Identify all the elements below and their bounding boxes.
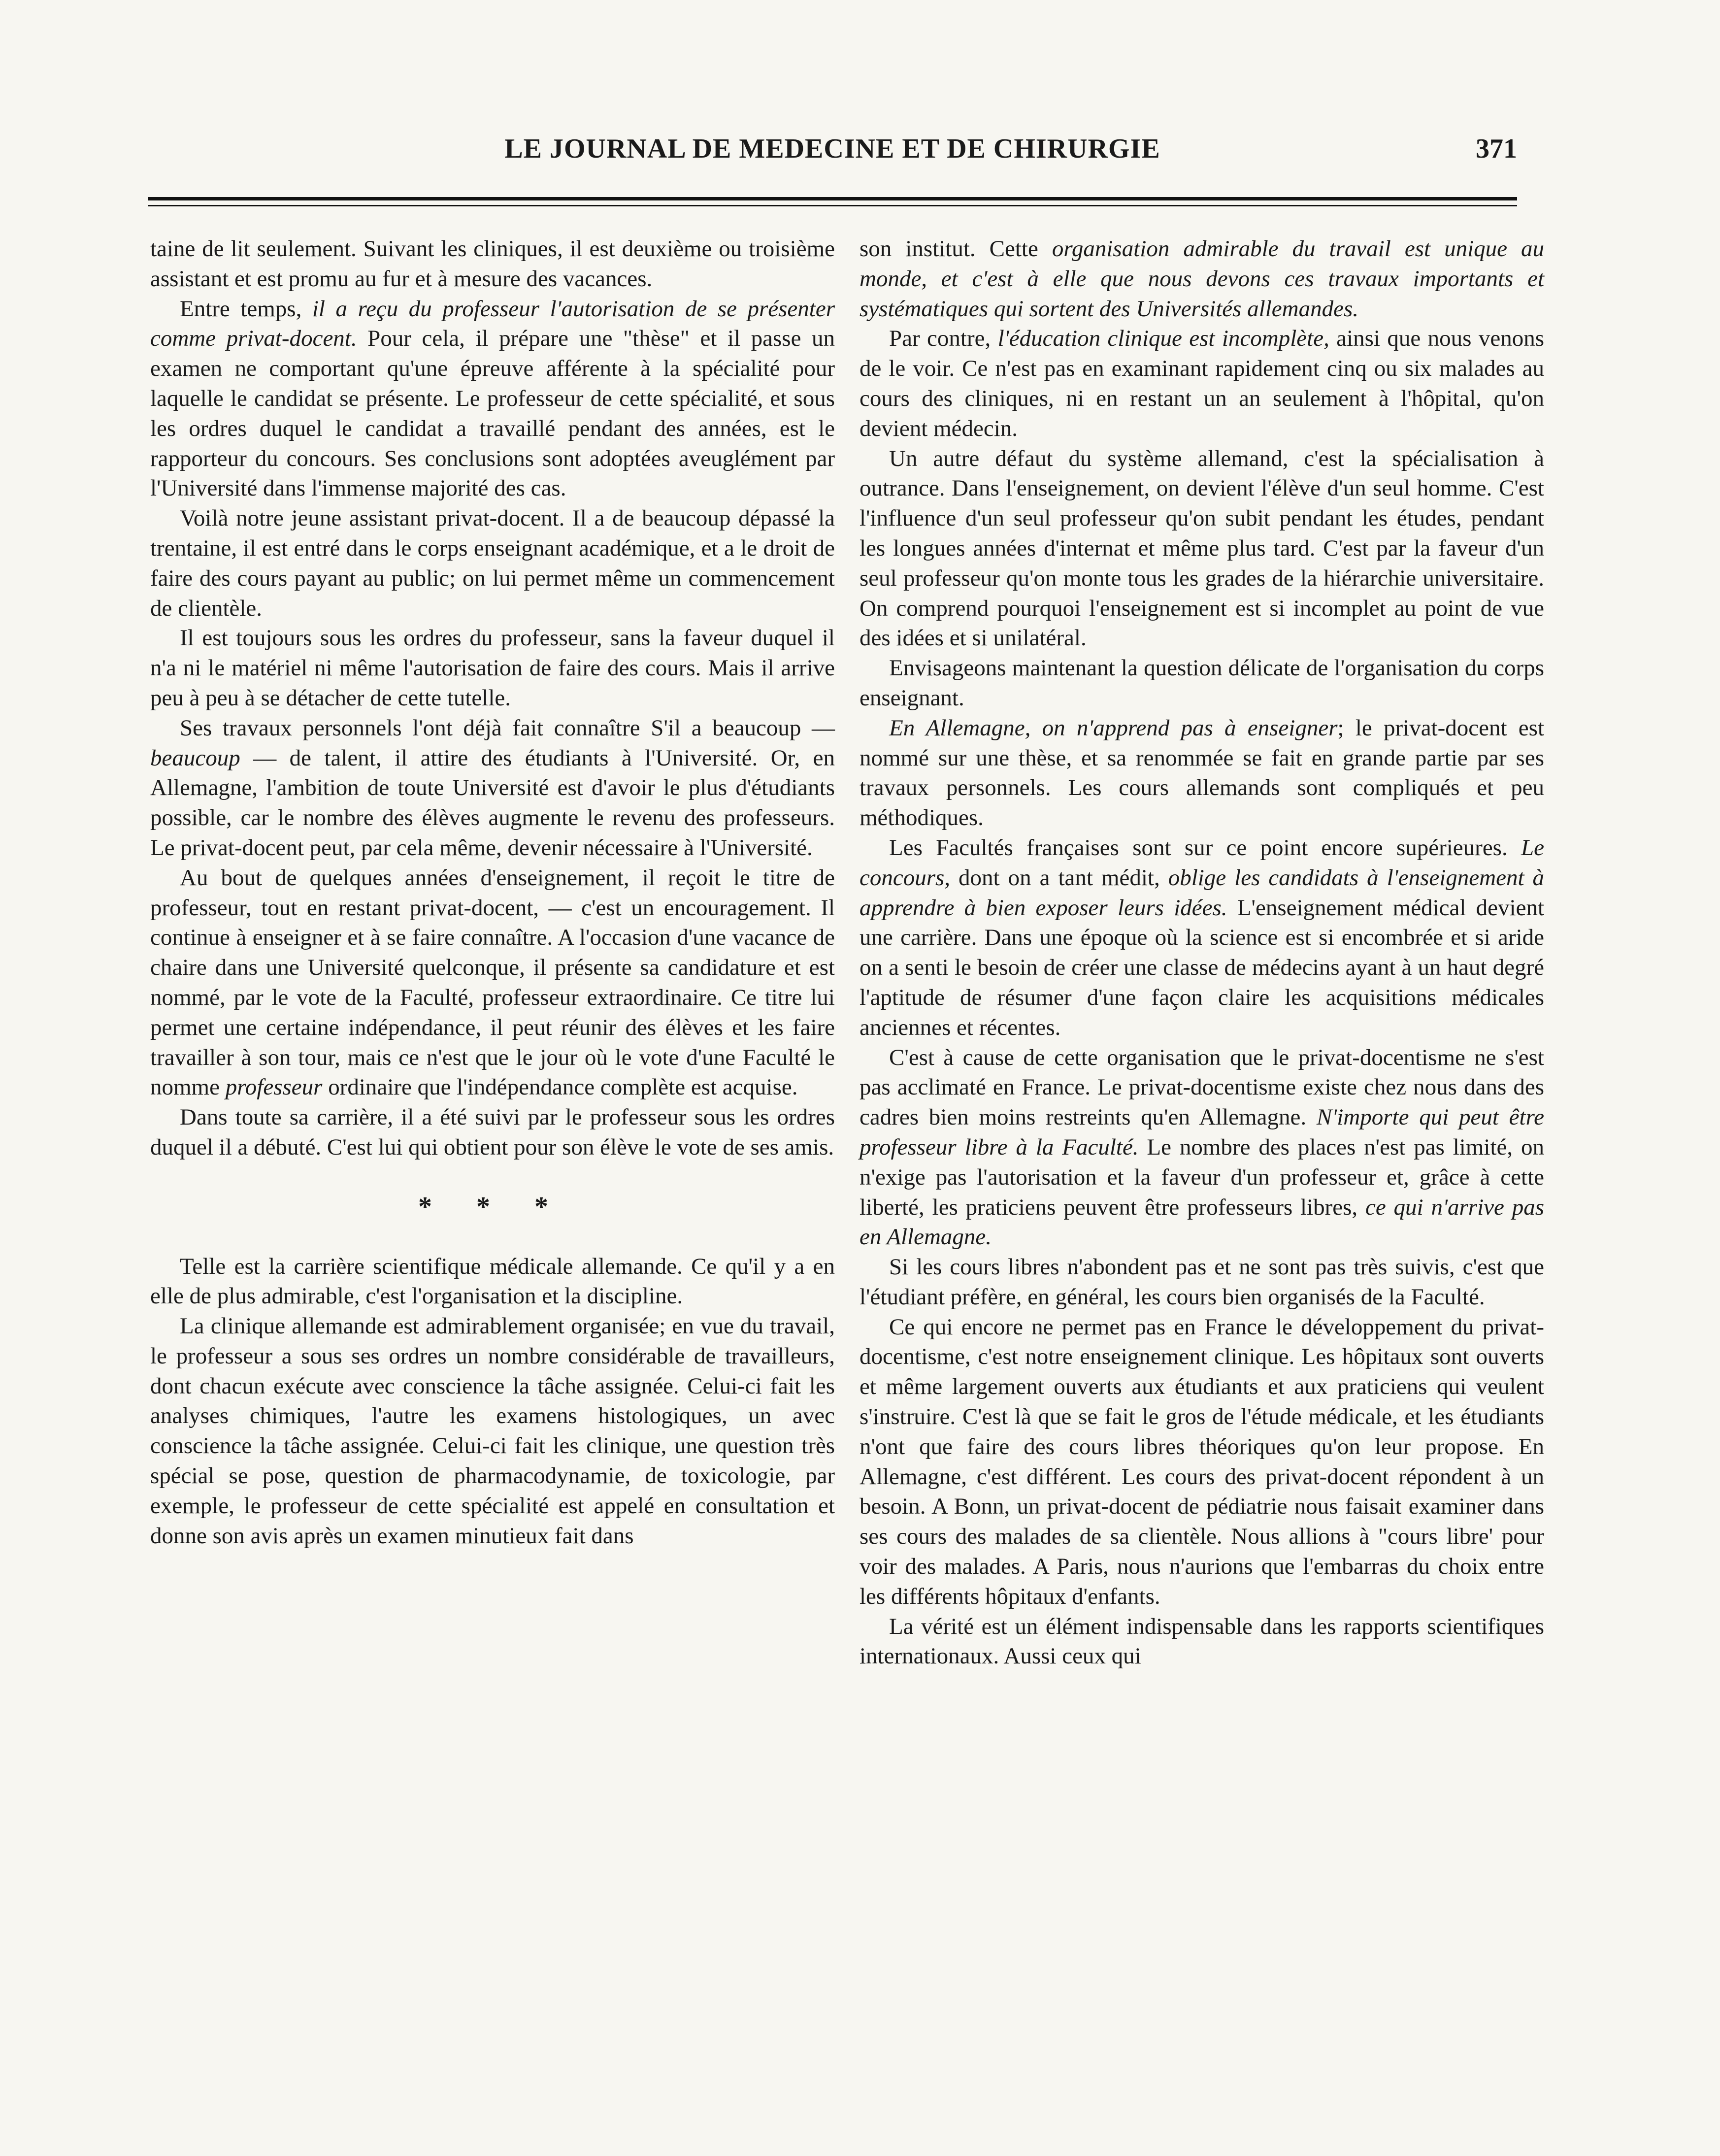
italic-run: organisation admirable du travail est unique au monde, et c'est à elle que nous devons ces travaux importants et systématiques qui sortent des Universités allemandes.	[860, 236, 1544, 322]
italic-run: oblige les candidats à l'enseignement à apprendre à bien exposer leurs idées.	[860, 864, 1544, 921]
italic-run: ce qui n'arrive pas en Allemagne.	[860, 1194, 1544, 1250]
left-column	[150, 234, 835, 1551]
paragraph: Voilà notre jeune assistant privat-docent. Il a de beaucoup dépassé la trentaine, il est entré dans le corps enseignant académique, et a le droit de faire des cours payant au public; on lui permet même un commencement de clientèle.	[150, 505, 835, 621]
paragraph: taine de lit seulement. Suivant les cliniques, il est deuxième ou troisième assistant et est promu au fur et à mesure des vacances.	[150, 236, 835, 292]
italic-run: l'éducation clinique est incomplète,	[997, 326, 1329, 352]
paragraph: Si les cours libres n'abondent pas et ne sont pas très suivis, c'est que l'étudiant préfère, en général, les cours bien organisés de la Faculté.	[860, 1254, 1544, 1310]
paragraph	[860, 713, 1544, 833]
header-rule	[148, 197, 1517, 200]
paragraph: Ce qui encore ne permet pas en France le développement du privat-docentisme, c'est notre enseignement clinique. Les hôpitaux sont ouverts et même largement ouverts aux étudiants et aux praticiens qui veulent s'instruire. C'est là que se fait le gros de l'étude médicale, et les étudiants n'ont que faire des cours libres théoriques qu'on leur propose. En Allemagne, c'est différent. Les cours des privat-docent répondent à un besoin. A Bonn, un privat-docent de pédiatrie nous faisait examiner dans ses cours des malades de sa clientèle. Nous allions à "cours libre' pour voir des malades. A Paris, nous n'aurions que l'embarras du choix entre les différents hôpitaux d'enfants.	[860, 1314, 1544, 1609]
text-run: Par contre,	[889, 326, 998, 352]
paragraph	[860, 324, 1544, 443]
text-run: Au bout de quelques années d'enseignement, il reçoit le titre de professeur, tout en restant privat-docent, — c'est un encouragement. Il continue à enseigner et à se faire connaître. A l'occasion d'une vacance de chaire dans une Université quelconque, il présente sa candidature et est nommé, par le vote de la Faculté, professeur extraordinaire. Ce titre lui permet une certaine indépendance, il peut réunir des élèves et les faire travailler à son tour, mais ce n'est que le jour où le vote d'une Faculté le nomme	[150, 864, 835, 1100]
journal-title: LE JOURNAL DE MEDECINE ET DE CHIRURGIE	[504, 133, 1160, 164]
italic-run: Le concours,	[860, 834, 1544, 891]
text-run: L'enseignement médical devient une carrière. Dans une époque où la science est si encombrée et si aride on a senti le besoin de créer une classe de médecins ayant à un haut degré l'aptitude de résumer d'une façon claire les acquisitions médicales anciennes et récentes.	[860, 895, 1544, 1040]
text-run: ainsi que nous venons de le voir. Ce n'est pas en examinant rapidement cinq ou six malades au cours des cliniques, ni en restant un an seulement à l'hôpital, qu'on devient médecin.	[860, 326, 1544, 441]
text-run: dont on a tant médit,	[950, 864, 1168, 891]
text-run: Le nombre des places n'est pas limité, on n'exige pas l'autorisation et la faveur d'un professeur et, grâce à cette liberté, les praticiens peuvent être professeurs libres,	[860, 1134, 1544, 1220]
page-number: 371	[1476, 133, 1517, 164]
paragraph: Telle est la carrière scientifique médicale allemande. Ce qu'il y a en elle de plus admirable, c'est l'organisation et la discipline.	[150, 1253, 835, 1309]
text-run: — de talent, il attire des étudiants à l'Université. Or, en Allemagne, l'ambition de toute Université est d'avoir le plus d'étudiants possible, car le nombre des élèves augmente le revenu des professeurs. Le privat-docent peut, par cela même, devenir nécessaire à l'Université.	[150, 745, 835, 861]
paragraph: Un autre défaut du système allemand, c'est la spécialisation à outrance. Dans l'enseignement, on devient l'élève d'un seul homme. C'est l'influence d'un seul professeur qu'on subit pendant les études, pendant les longues années d'internat et même plus tard. C'est par la faveur d'un seul professeur qu'on monte tous les grades de la hiérarchie universitaire. On comprend pourquoi l'enseignement est si incomplet au point de vue des idées et si unilatéral.	[860, 445, 1544, 651]
header-rule-thin	[148, 205, 1517, 206]
italic-run: beaucoup	[150, 745, 240, 771]
paragraph	[860, 1043, 1544, 1253]
paragraph	[150, 713, 835, 863]
paragraph	[860, 833, 1544, 1043]
paragraph: La clinique allemande est admirablement organisée; en vue du travail, le professeur a sous ses ordres un nombre considérable de travailleurs, dont chacun exécute avec conscience la tâche assignée. Celui-ci fait les analyses chimiques, l'autre les examens histologiques, un avec conscience la tâche assignée. Celui-ci fait les clinique, une question très spécial se pose, question de pharmacodynamie, de toxicologie, par exemple, le professeur de cette spécialité est appelé en consultation et donne son avis après un examen minutieux fait dans	[150, 1313, 835, 1549]
paragraph: Il est toujours sous les ordres du professeur, sans la faveur duquel il n'a ni le matériel ni même l'autorisation de faire des cours. Mais il arrive peu à peu à se détacher de cette tutelle.	[150, 625, 835, 711]
paragraph: La vérité est un élément indispensable dans les rapports scientifiques internationaux. Aussi ceux qui	[860, 1613, 1544, 1669]
text-run: son institut. Cette	[860, 236, 1052, 262]
paragraph: Envisageons maintenant la question délicate de l'organisation du corps enseignant.	[860, 655, 1544, 711]
text-run: Entre temps,	[180, 296, 312, 322]
section-separator: * * *	[418, 1191, 567, 1222]
text-run: Ses travaux personnels l'ont déjà fait connaître S'il a beaucoup —	[180, 715, 835, 741]
paragraph: Dans toute sa carrière, il a été suivi par le professeur sous les ordres duquel il a débuté. C'est lui qui obtient pour son élève le vote de ses amis.	[150, 1104, 835, 1160]
paragraph	[150, 294, 835, 504]
paragraph	[150, 863, 835, 1102]
text-run: Pour cela, il prépare une "thèse" et il passe un examen ne comportant qu'une épreuve afférente à la spécialité pour laquelle le candidat se présente. Le professeur de cette spécialité, et sous les ordres duquel le candidat a travaillé pendant des années, est le rapporteur du concours. Ses conclusions sont adoptées aveuglément par l'Université dans l'immense majorité des cas.	[150, 326, 835, 501]
text-run: ordinaire que l'indépendance complète est acquise.	[322, 1074, 798, 1100]
right-column	[860, 234, 1544, 1671]
text-run: Les Facultés françaises sont sur ce point encore supérieures.	[889, 834, 1521, 861]
paragraph	[860, 234, 1544, 324]
italic-run: professeur	[225, 1074, 323, 1100]
text-run: C'est à cause de cette organisation que le privat-docentisme ne s'est pas acclimaté en France. Le privat-docentisme existe chez nous dans des cadres bien moins restreints qu'en Allemagne.	[860, 1044, 1544, 1130]
italic-run: N'importe qui peut être professeur libre à la Faculté.	[860, 1104, 1544, 1160]
running-header	[148, 133, 1517, 177]
italic-run: En Allemagne, on n'apprend pas à enseigner	[889, 715, 1338, 741]
italic-run: il a reçu du professeur l'autorisation de se présenter comme privat-docent.	[150, 296, 835, 352]
text-run: ; le privat-docent est nommé sur une thèse, et sa renommée se fait en grande partie par ses travaux personnels. Les cours allemands sont compliqués et peu méthodiques.	[860, 715, 1545, 831]
